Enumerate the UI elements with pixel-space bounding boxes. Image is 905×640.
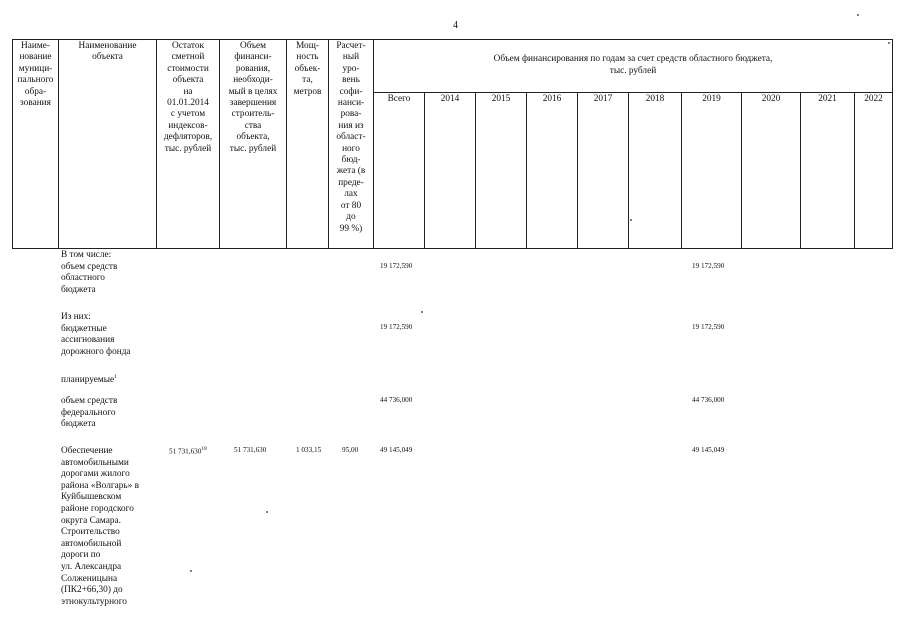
row-federal-budget-2019: 44 736,000 bbox=[692, 396, 725, 404]
scan-speck bbox=[857, 14, 859, 16]
header-year-2019: 2019 bbox=[682, 92, 742, 248]
header-funding-required: Объем финанси- рования, необходи- мый в целях завершения строитель- ства объекта, тыс. рублей bbox=[220, 40, 287, 249]
header-funding-by-years: Объем финансирования по годам за счет средств областного бюджета, тыс. рублей bbox=[374, 40, 893, 93]
row-object-cofinancing: 95,00 bbox=[342, 446, 359, 454]
row-label-regional-budget: В том числе: объем средств областного бюджета bbox=[61, 250, 118, 295]
header-year-2020: 2020 bbox=[742, 92, 801, 248]
row-road-fund-total: 19 172,590 bbox=[380, 323, 413, 331]
row-object-2019: 49 145,049 bbox=[692, 446, 725, 454]
row-label-federal-budget: объем средств федерального бюджета bbox=[61, 396, 118, 430]
row-label-object-volgar: Обеспечение автомобильными дорогами жилого района «Волгарь» в Куйбышевском районе городского округа Самара. Строительство автомобильной дороги по ул. Александра Солженицына (ПК2+66,30) до этнокультурного bbox=[61, 446, 140, 607]
scan-speck bbox=[190, 570, 192, 572]
row-object-funding-required: 51 731,630 bbox=[234, 446, 267, 454]
row-regional-budget-total: 19 172,590 bbox=[380, 262, 413, 270]
header-year-2018: 2018 bbox=[629, 92, 682, 248]
row-federal-budget-total: 44 736,000 bbox=[380, 396, 413, 404]
row-label-planned: планируемые$^1$ bbox=[61, 374, 117, 386]
header-year-2022: 2022 bbox=[855, 92, 893, 248]
row-object-capacity: 1 033,15 bbox=[296, 446, 322, 454]
header-year-2021: 2021 bbox=[801, 92, 855, 248]
footnote-mark: 1 bbox=[114, 374, 117, 380]
header-year-2015: 2015 bbox=[476, 92, 527, 248]
row-label-road-fund: Из них: бюджетные ассигнования дорожного фонда bbox=[61, 312, 131, 357]
header-table bbox=[12, 39, 893, 249]
page-number: 4 bbox=[453, 20, 458, 31]
header-municipality: Наиме- нование муници- пального обра- зования bbox=[13, 40, 59, 249]
scan-speck bbox=[266, 511, 268, 513]
row-road-fund-2019: 19 172,590 bbox=[692, 323, 725, 331]
scan-speck bbox=[888, 42, 890, 44]
row-regional-budget-2019: 19 172,590 bbox=[692, 262, 725, 270]
header-capacity: Мощ- ность объек- та, метров bbox=[287, 40, 329, 249]
scan-speck bbox=[630, 219, 632, 221]
header-cofinancing: Расчет- ный уро- вень софи- нанси- рова- ния из област- ного бюд- жета (в преде- лах от 80 до 99 %) bbox=[329, 40, 374, 249]
header-remaining-cost: Остаток сметной стоимости объекта на 01.01.2014 с учетом индексов- дефляторов, тыс. рублей bbox=[157, 40, 220, 249]
row-object-remaining-cost: 51 731,630$^{18}$ bbox=[169, 446, 207, 456]
header-total: Всего bbox=[374, 92, 425, 248]
row-object-total: 49 145,049 bbox=[380, 446, 413, 454]
header-year-2016: 2016 bbox=[527, 92, 578, 248]
scan-speck bbox=[421, 311, 423, 313]
header-year-2017: 2017 bbox=[578, 92, 629, 248]
header-object-name: Наименование объекта bbox=[59, 40, 157, 249]
header-year-2014: 2014 bbox=[425, 92, 476, 248]
